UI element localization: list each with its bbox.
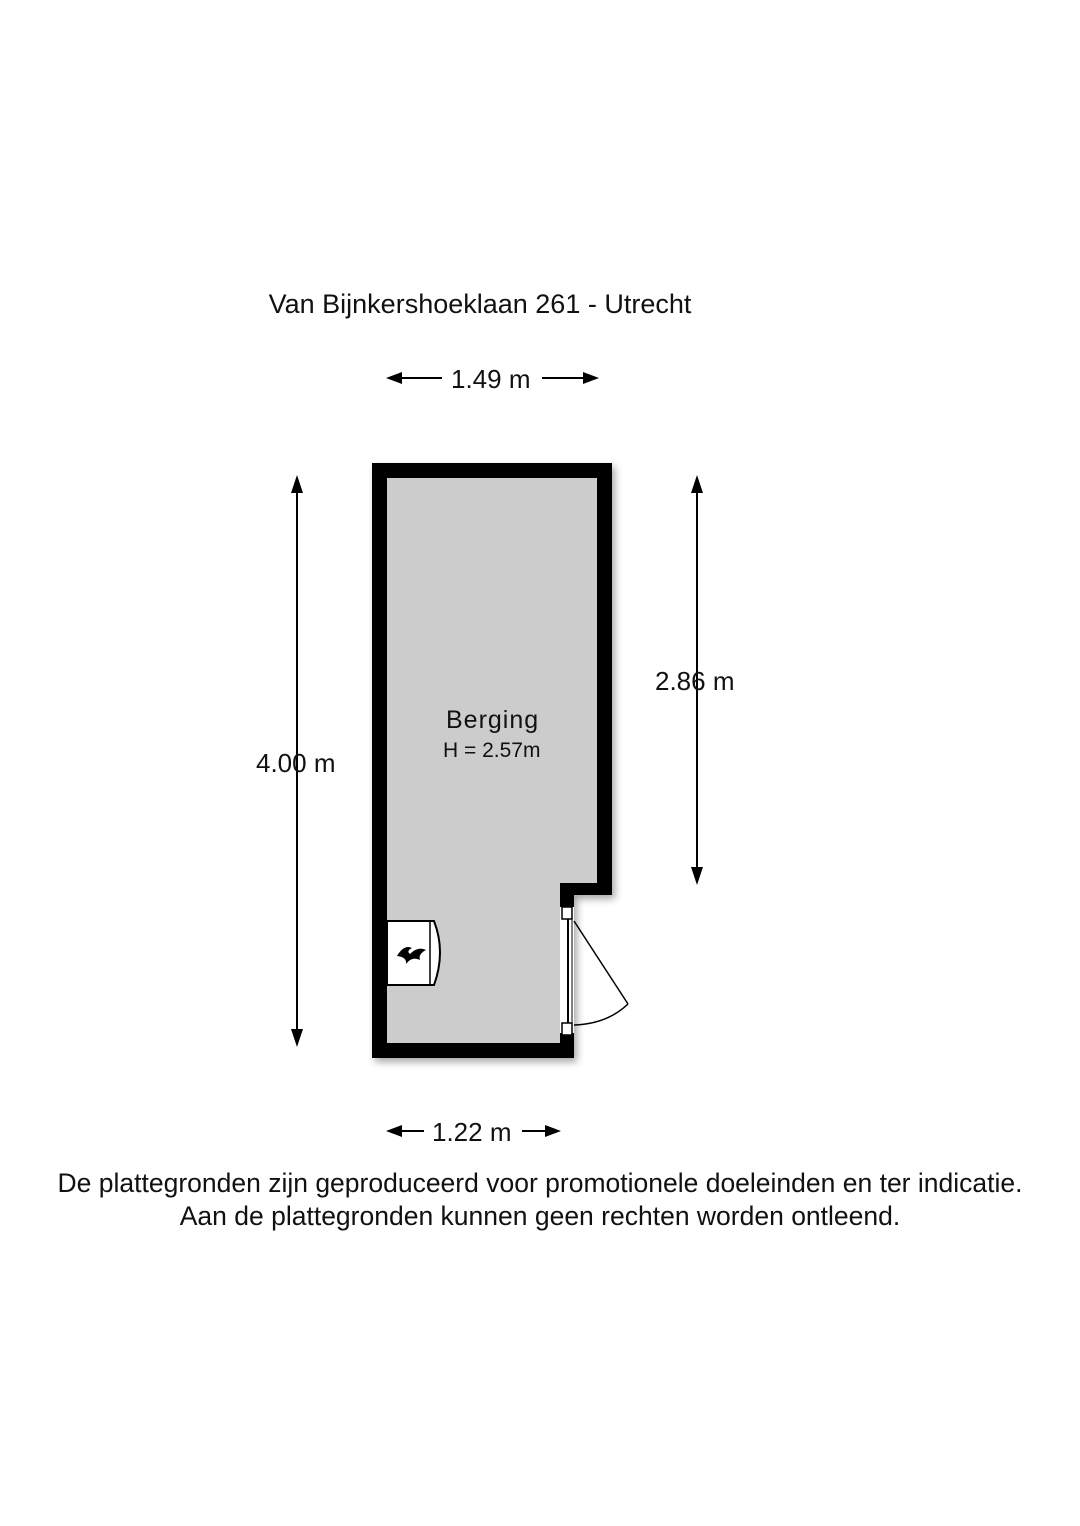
dimension-left-height: 4.00 m <box>256 748 336 778</box>
dimension-right-height: 2.86 m <box>655 666 735 696</box>
plan-title: Van Bijnkershoeklaan 261 - Utrecht <box>268 289 692 319</box>
room-height-label: H = 2.57m <box>443 739 541 762</box>
door-frame-bottom <box>562 1023 572 1035</box>
disclaimer-line-2: Aan de plattegronden kunnen geen rechten worden ontleend. <box>179 1201 901 1231</box>
dimension-top-width: 1.49 m <box>451 364 531 394</box>
dimension-bottom-width: 1.22 m <box>432 1117 512 1147</box>
door-swing-icon <box>574 921 628 1025</box>
door-frame-top <box>562 907 572 919</box>
room-label: Berging <box>446 706 540 734</box>
disclaimer-line-1: De plattegronden zijn geproduceerd voor promotionele doeleinden en ter indicatie. <box>57 1168 1023 1198</box>
boiler-icon <box>387 921 440 985</box>
